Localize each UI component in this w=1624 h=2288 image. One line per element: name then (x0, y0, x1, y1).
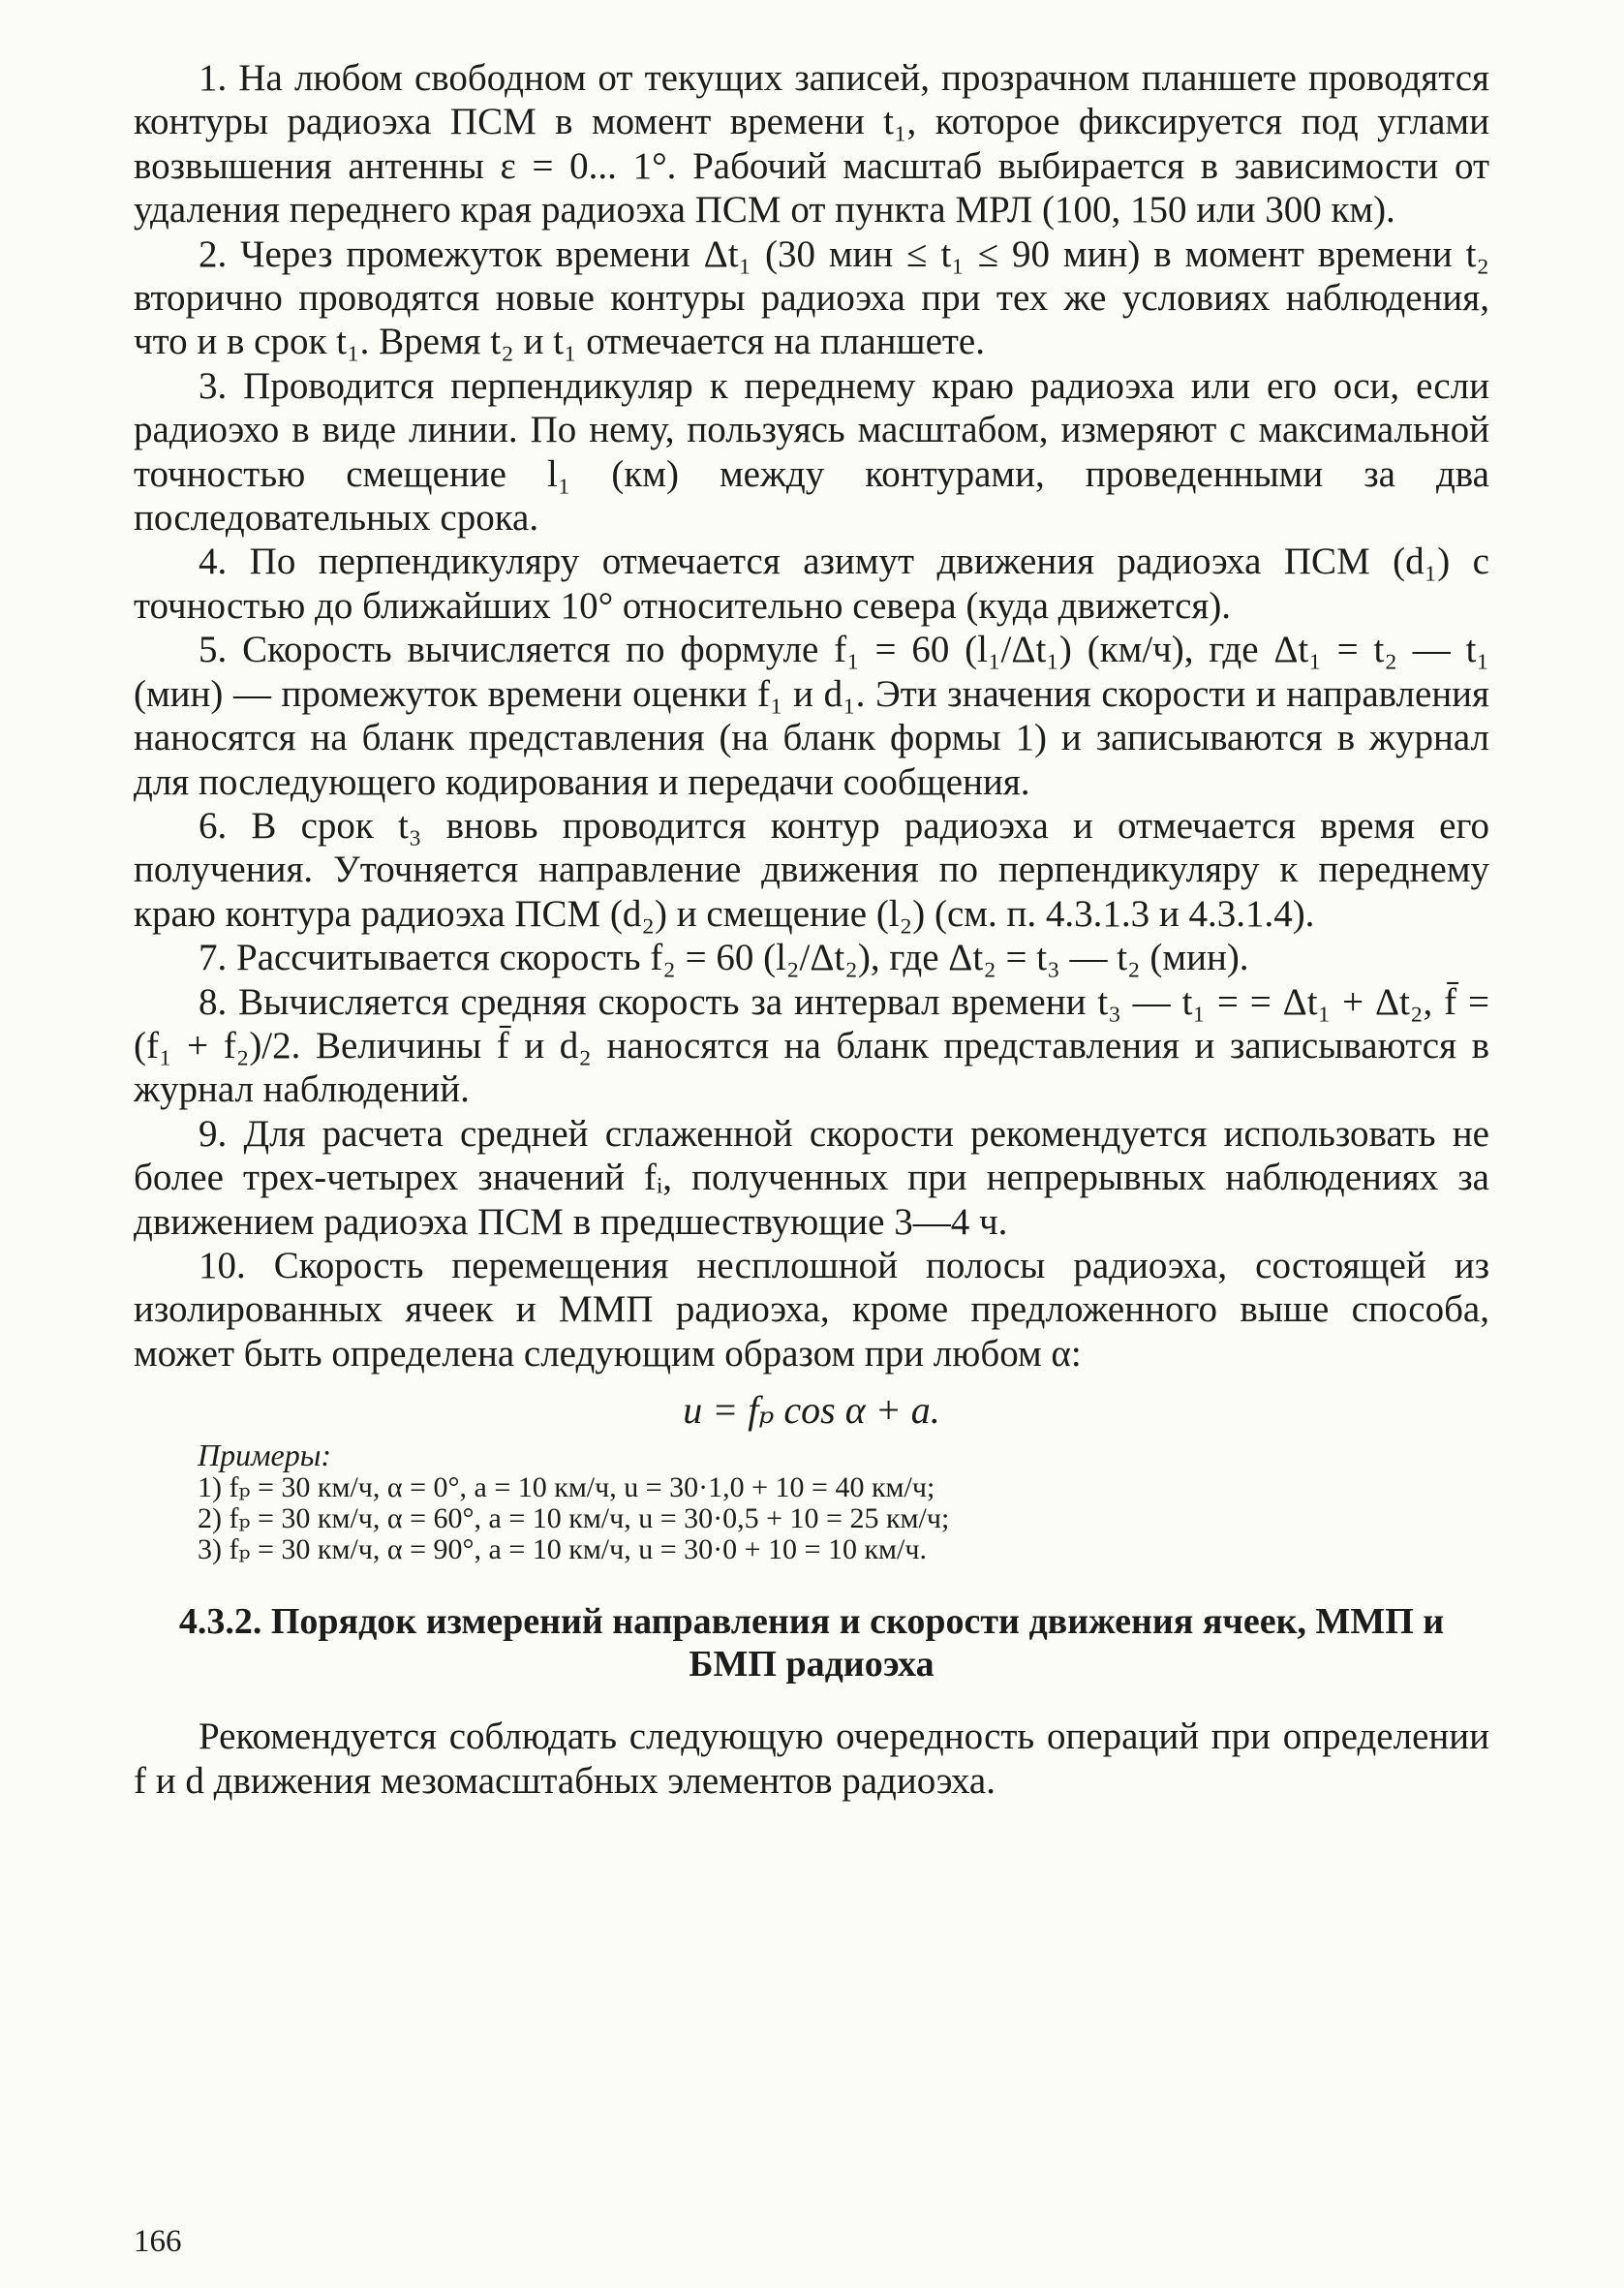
section-title: 4.3.2. Порядок измерений направления и скорости движения ячеек, ММП и БМП радиоэха (178, 1601, 1445, 1685)
paragraph-5: 5. Скорость вычисляется по формуле f₁ = 60 (l₁/Δt₁) (км/ч), где Δt₁ = t₂ — t₁ (мин) — промежуток времени оценки f₁ и d₁. Эти значения скорости и направления наносятся на бланк представления (на бланк формы 1) и записываются в журнал для последующего кодирования и передачи сообщения. (134, 629, 1489, 803)
paragraph-7: 7. Рассчитывается скорость f₂ = 60 (l₂/Δt₂), где Δt₂ = t₃ — t₂ (мин). (199, 937, 1249, 979)
paragraph-9: 9. Для расчета средней сглаженной скорости рекомендуется использовать не более трех-четырех значений fᵢ, полученных при непрерывных наблюдениях за движением радиоэха ПСМ в предшествующие 3—4 ч. (134, 1112, 1489, 1243)
paragraph-1: 1. На любом свободном от текущих записей, прозрачном планшете проводятся контуры радиоэха ПСМ в момент времени t₁, которое фиксируется под углами возвышения антенны ε = 0... 1°. Рабочий масштаб выбирается в зависимости от удаления переднего края радиоэха ПСМ от пункта МРЛ (100, 150 или 300 км). (134, 57, 1489, 232)
paragraph-6: 6. В срок t₃ вновь проводится контур радиоэха и отмечается время его получения. Уточняется направление движения по перпендикуляру к переднему краю контура радиоэха ПСМ (d₂) и смещение (l₂) (см. п. 4.3.1.3 и 4.3.1.4). (134, 804, 1489, 935)
example-3: 3) fₚ = 30 км/ч, α = 90°, a = 10 км/ч, u = 30·0 + 10 = 10 км/ч. (198, 1533, 927, 1566)
main-text (134, 56, 1489, 1803)
paragraph-2: 2. Через промежуток времени Δt₁ (30 мин ≤ t₁ ≤ 90 мин) в момент времени t₂ вторично проводятся новые контуры радиоэха при тех же условиях наблюдения, что и в срок t₁. Время t₂ и t₁ отмечается на планшете. (134, 232, 1489, 363)
examples (134, 1439, 1489, 1565)
paragraph-4: 4. По перпендикуляру отмечается азимут движения радиоэха ПСМ (d₁) с точностью до ближайших 10° относительно севера (куда движется). (134, 541, 1489, 627)
closing-paragraph: Рекомендуется соблюдать следующую очередность операций при определении f и d движения мезомасштабных элементов радиоэха. (134, 1716, 1489, 1802)
paragraph-10: 10. Скорость перемещения несплошной полосы радиоэха, состоящей из изолированных ячеек и ММП радиоэха, кроме предложенного выше способа, может быть определена следующим образом при любом α: (134, 1244, 1489, 1375)
page-number: 166 (134, 2224, 182, 2259)
formula: u = fₚ cos α + a. (683, 1388, 940, 1433)
paragraph-3: 3. Проводится перпендикуляр к переднему краю радиоэха или его оси, если радиоэхо в виде линии. По нему, пользуясь масштабом, измеряют с максимальной точностью смещение l₁ (км) между контурами, проведенными за два последовательных срока. (134, 364, 1489, 540)
example-1: 1) fₚ = 30 км/ч, α = 0°, a = 10 км/ч, u = 30·1,0 + 10 = 40 км/ч; (198, 1471, 935, 1504)
example-2: 2) fₚ = 30 км/ч, α = 60°, a = 10 км/ч, u = 30·0,5 + 10 = 25 км/ч; (198, 1502, 950, 1535)
paragraph-8: 8. Вычисляется средняя скорость за интервал времени t₃ — t₁ = = Δt₁ + Δt₂, f̄ = (f₁ + f₂)/2. Величины f̄ и d₂ наносятся на бланк представления и записываются в журнал наблюдений. (134, 980, 1489, 1111)
examples-title: Примеры: (198, 1438, 332, 1473)
